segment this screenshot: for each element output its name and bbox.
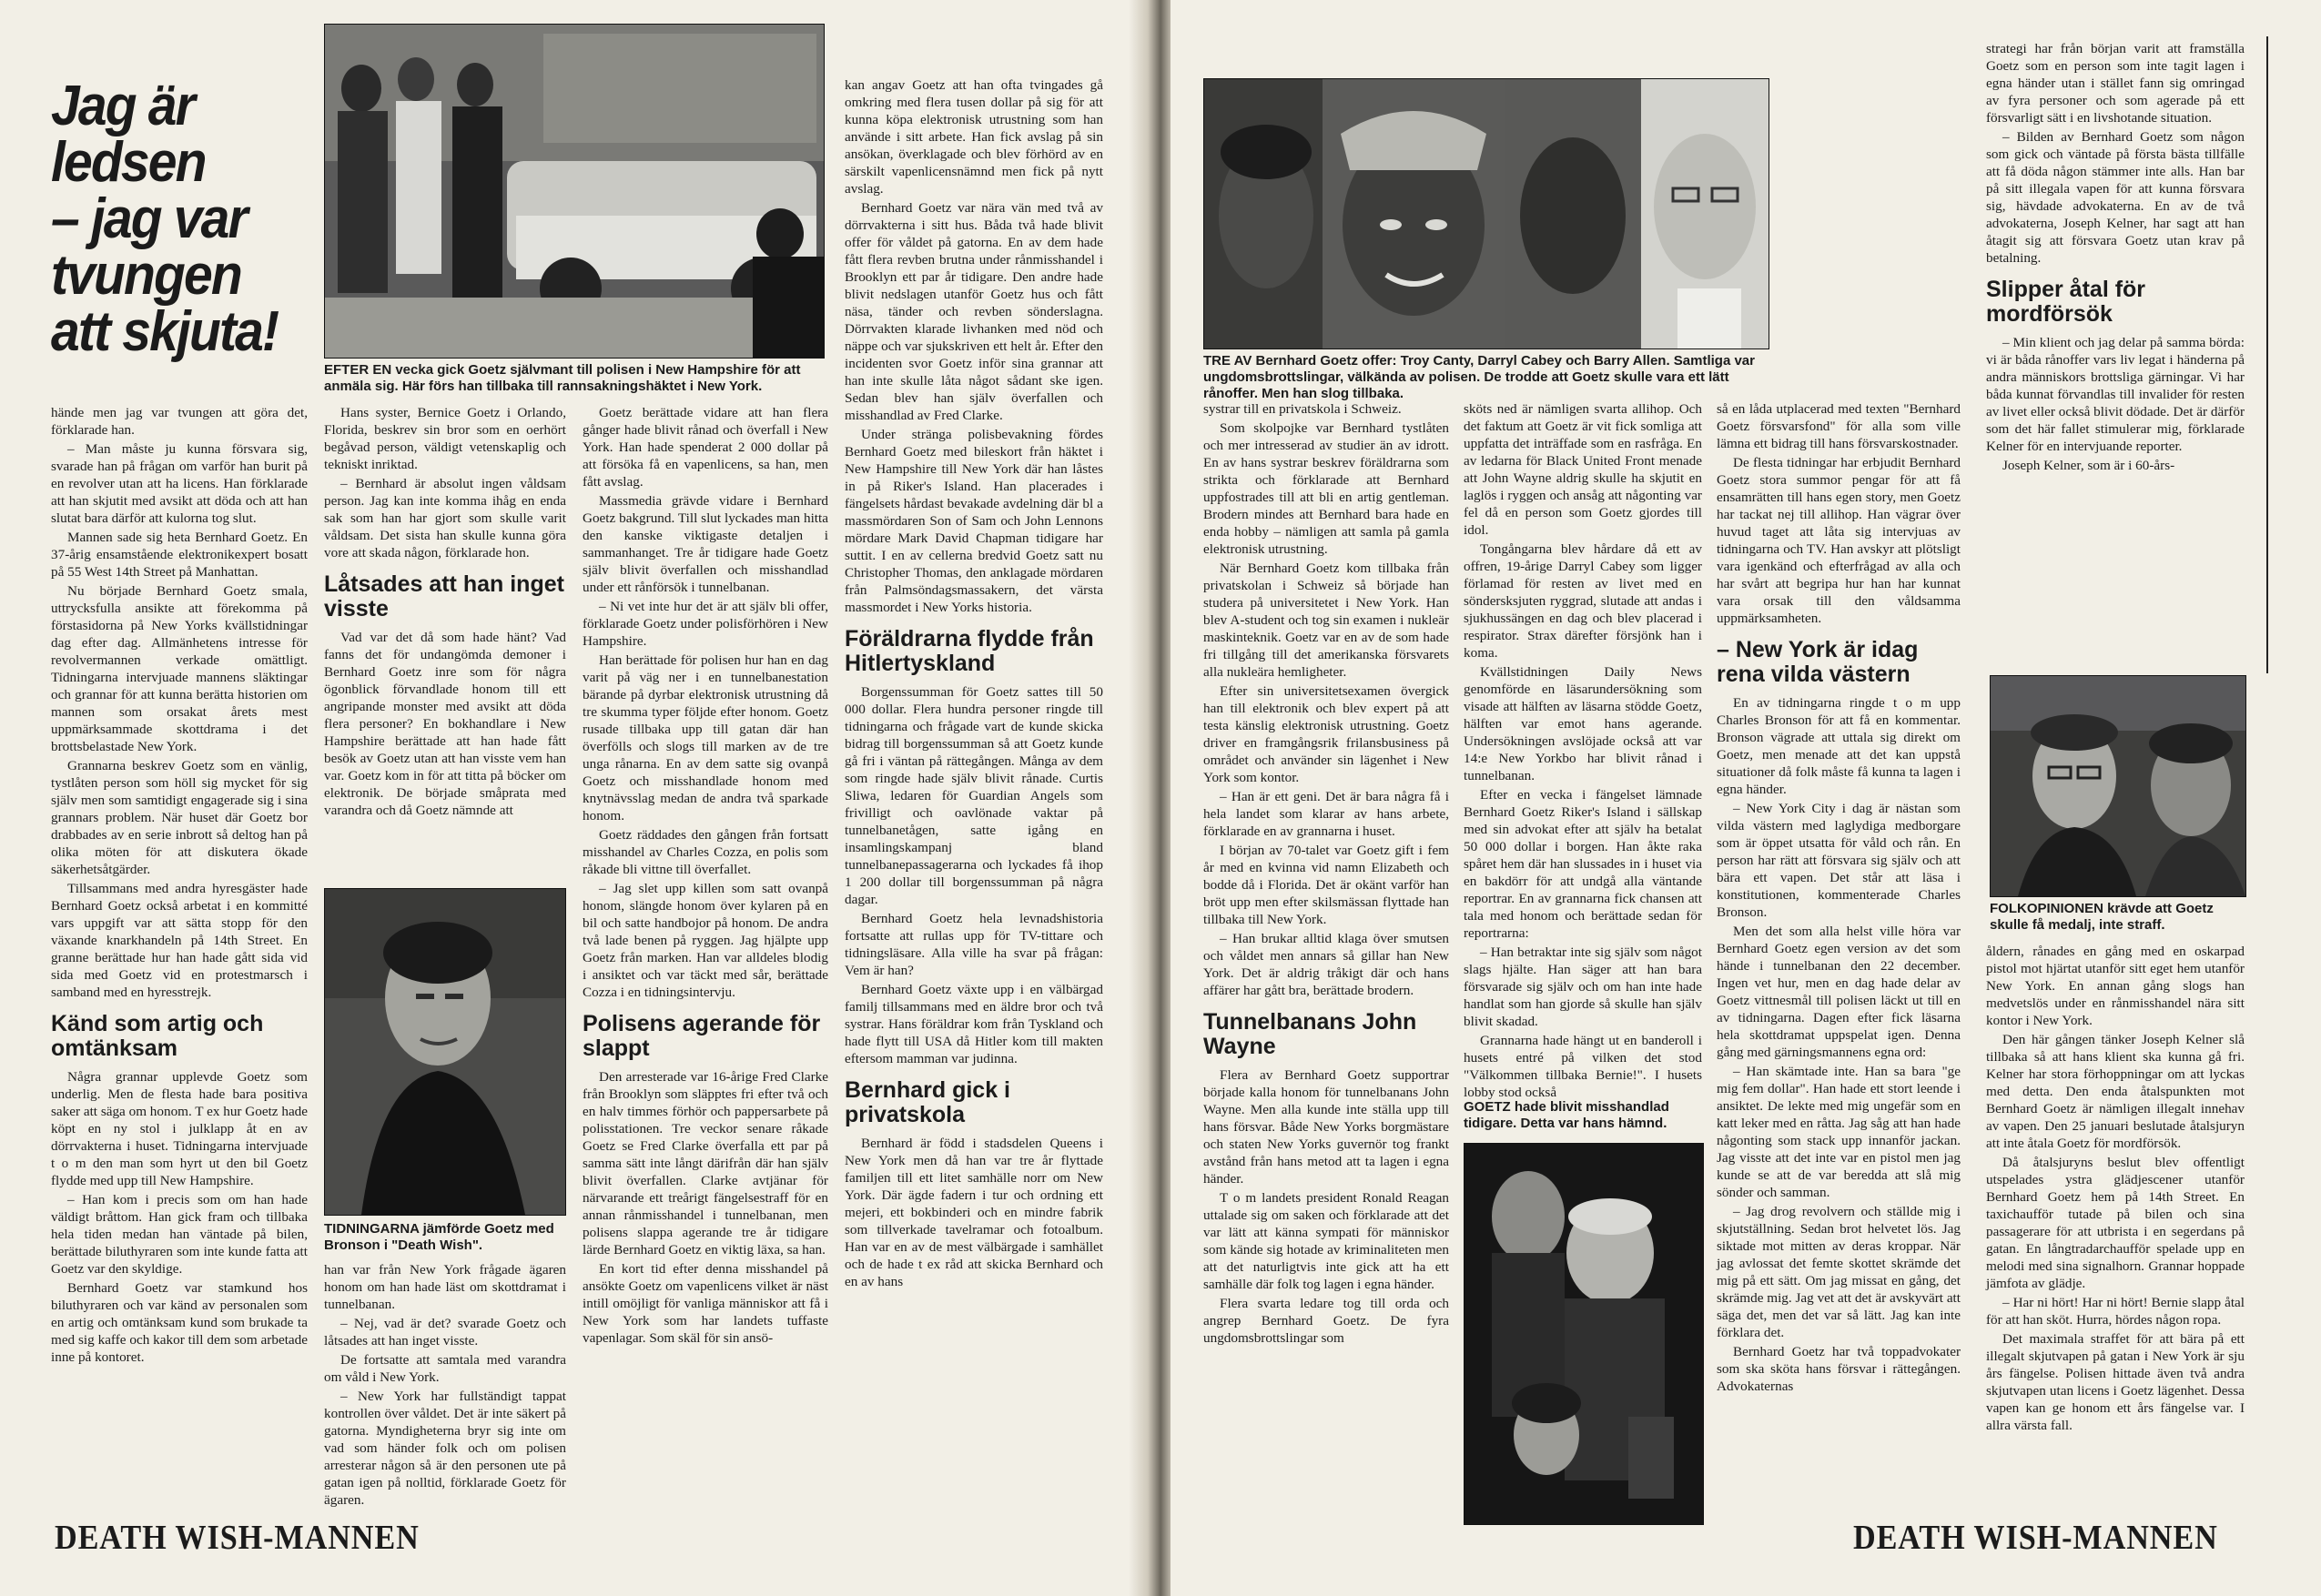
subheading: Känd som artig och omtänksam xyxy=(51,1011,264,1061)
paragraph: Som skolpojke var Bernhard tystlåten och mer intresserad av studier än av idrott. En av hans systrar beskrev föräldrarna som strikta och förklarade att Bernhard uppfostrades till att bli en artig gentleman. Brodern mindes att Bernhard bara hade en enda hobby – nämligen att samla på gamla elektronisk utrustning. xyxy=(1203,420,1449,557)
paragraph: De flesta tidningar har erbjudit Bernhard Goetz stora summor pengar för att få ensamrätten till hans egen story, men Goetz har tackat nej till allihop. Han vägrar över huvud taget att låta sig intervjuas av tidningarna och TV. Han avskyr att plötsligt vara igenkänd och efterfrågad av alla och har svårt att begripa hur han har kunnat vara orsak till den våldsamma uppmärksamheten. xyxy=(1717,455,1961,626)
headline-line: ledsen xyxy=(51,131,206,194)
column-rule xyxy=(2266,36,2268,673)
paragraph: En kort tid efter denna misshandel på ansökte Goetz om vapenlicens vilket är näst intill omöjligt för vanliga människor att få i New York som har landets tuffaste vapenlagar. Som skäl för sin ansö- xyxy=(583,1261,828,1346)
page-footer: DEATH WISH-MANNEN xyxy=(1853,1519,2218,1557)
bronson-photo xyxy=(324,888,566,1216)
subheading: Låtsades att han inget visste xyxy=(324,571,564,621)
paragraph: Kvällstidningen Daily News genomförde en läsarundersökning som visade att hälften av läsarna stödde Goetz, hälften var emot hans agerande. Undersökningen avslöjade också att var 14:e New Yorkbo har blivit rånad i tunnelbanan. xyxy=(1464,664,1702,783)
paragraph: Flera svarta ledare tog till orda och angrep Bernhard Goetz. De fyra ungdomsbrottslingar som xyxy=(1203,1296,1449,1346)
paragraph: kan angav Goetz att han ofta tvingades gå omkring med flera tusen dollar på sig för att kunna köpa elektronisk utrustning som han använde i sitt arbete. Han fick avslag på sin ansökan, överklagade och blev förhörd av en särskilt vapenlicensnämnd men fick på nytt avslag. xyxy=(845,77,1103,197)
paragraph: Vad var det då som hade hänt? Vad fanns det för undangömda demoner i Bernhard Goetz inre som för några ögonblick förvandlade honom till ett angripande monster med avsikt att döda flera personer? En bokhandlare i New Hampshire berättade att han hade fått besök av Goetz utan att han visste vem han var. Goetz kom in för att titta på böcker om elektronik. De började småprata med varandra och då Goetz nämnde att xyxy=(324,630,566,818)
paragraph: De fortsatte att samtala med varandra om våld i New York. xyxy=(324,1352,566,1385)
column-3 xyxy=(1717,400,1961,1529)
paragraph: – Min klient och jag delar på samma börda: vi är båda rånoffer vars liv legat i händerna på andra människors brottsliga gärningar. Vi har båda kunnat förvandlas till invalider för resten av livet eller också blivit dödade. Det är därför som det här fallet stimulerar mig, förklarade Kelner för en intervjuande reporter. xyxy=(1986,335,2245,454)
paragraph: Bernhard Goetz var stamkund hos biluthyraren och var känd av personalen som en artig och omtänksam kund som brukade ta med sig kaffe och kakor till dem som arbetade inne på kontoret. xyxy=(51,1280,308,1365)
column-1 xyxy=(1203,400,1449,1529)
courtroom-photo xyxy=(1464,1143,1704,1525)
paragraph: Då åtalsjuryns beslut blev offentligt utspelades ystra glädjescener utanför Bernhard Goetz hem på 14th Street. En taxichaufför tutade på bilen och sina passagerare för att utbrista i en segerdans på gatan. En långtradarchaufför spelade upp en melodi med sina signalhorn. Grannar hoppade jämfota av glädje. xyxy=(1986,1155,2245,1291)
paragraph: En av tidningarna ringde t o m upp Charles Bronson för att få en kommentar. Bronson vägrade att uttala sig direkt om Goetz, men menade att det kan uppstå situationer då folk måste få kunna ta lagen i egna händer. xyxy=(1717,695,1961,797)
headline-line: tvungen xyxy=(51,244,241,307)
column-4 xyxy=(1986,40,2245,668)
paragraph: – Han kom i precis som om han hade väldigt bråttom. Han gick fram och tillbaka hela tiden medan han väntade på bilen, berättade biluthyraren som inte kunde fatta att Goetz var den skyldige. xyxy=(51,1192,308,1277)
paragraph: Bernhard Goetz var nära vän med två av dörrvakterna i sitt hus. Båda två hade blivit offer för våldet på gatorna. En av dem hade fått flera revben brutna under rånmisshandel i Brooklyn ett par år tidigare. Den andre hade blivit nedslagen utanför Goetz hus och fått näsa, tänder och revben sönderslagna. Dörrvakten klarade livhanken med nöd och näppe och var sjukskriven ett helt år. Efter den incidenten svor Goetz inför sina grannar att han inte skulle låta något sådant ske igen. Sedan blev han själv överfallen och misshandlad av Fred Clarke. xyxy=(845,200,1103,423)
headline-line: Jag är xyxy=(51,75,195,137)
paragraph: hände men jag var tvungen att göra det, förklarade han. xyxy=(51,405,308,438)
column-3 xyxy=(583,404,828,1532)
paragraph: Massmedia grävde vidare i Bernhard Goetz bakgrund. Till slut lyckades man hitta den kanske viktigaste detaljen i sammanhanget. Tre år tidigare hade Goetz själv blivit överfallen och misshandlad under ett rånförsök i tunnelbanan. xyxy=(583,493,828,595)
paragraph: Flera av Bernhard Goetz supportrar började kalla honom för tunnelbanans John Wayne. Men alla kunde inte ställa upp till hans försvar. Både New Yorks borgmästare och staten New Yorks guvernör tog frankt avstånd från hans metod att ta lagen i egna händer. xyxy=(1203,1067,1449,1187)
goetz-photo-caption: FOLKOPINIONEN krävde att Goetz skulle få medalj, inte straff. xyxy=(1990,901,2214,933)
column-4 xyxy=(845,76,1103,1532)
paragraph: – New York har fullständigt tappat kontrollen över våldet. Det är inte säkert på gatorna. Myndigheterna bryr sig inte om vad som händer folk och om polisen arresterar någon så är den personen ute på gatan igen på nolltid, förklarade Goetz för ägaren. xyxy=(324,1389,566,1508)
paragraph: Hans syster, Bernice Goetz i Orlando, Florida, beskrev sin bror som en oerhört begåvad person, väldigt vetenskaplig och tekniskt inriktad. xyxy=(324,405,566,472)
column-2 xyxy=(324,404,566,868)
paragraph: Bernhard Goetz hela levnadshistoria fortsatte att rullas upp för TV-tittare och tidningsläsare. Alla ville ha svar på frågan: Vem är han? xyxy=(845,911,1103,978)
subheading: Bernhard gick i privatskola xyxy=(845,1077,1010,1127)
paragraph: Goetz räddades den gången från fortsatt misshandel av Charles Cozza, en polis som råkade bli vittne till överfallet. xyxy=(583,827,828,877)
paragraph: Bernhard Goetz har två toppadvokater som ska sköta hans försvar i rättegången. Advokaternas xyxy=(1717,1344,1961,1394)
paragraph: Grannarna hade hängt ut en banderoll i husets entré på vilken det stod "Välkommen tillbaka Bernie!". I husets lobby stod också xyxy=(1464,1033,1702,1100)
headline xyxy=(51,75,315,363)
paragraph: Bernhard är född i stadsdelen Queens i New York men då han var tre år flyttade familjen till ett litet samhälle norr om New York. Där ägde fadern i tur och ordning ett mejeri, ett bokbinderi och en mindre fabrik som tillverkade tavelramar och fotoalbum. Han var en av de mest välbärgade i samhället och de hade t ex råd att skicka Bernhard och en av hans xyxy=(845,1136,1103,1289)
paragraph: – Bernhard är absolut ingen våldsam person. Jag kan inte komma ihåg en enda sak som han har gjort som skulle varit våldsam. Det sista han skulle kunna göra vore att skada någon, förklarade hon. xyxy=(324,476,566,561)
paragraph: Tillsammans med andra hyresgäster hade Bernhard Goetz också arbetat i en kommitté vars uppgift var att sätta stopp för den växande knarkhandeln på 14th Street. En granne berättade hur han hade gått sida vid sida med Goetz vid en protestmarsch i samband med en hyresstrejk. xyxy=(51,881,308,1000)
paragraph: systrar till en privatskola i Schweiz. xyxy=(1203,401,1402,417)
paragraph: – Jag slet upp killen som satt ovanpå honom, slängde honom över kylaren på en bil och satte handbojor på honom. De andra två lade benen på ryggen. Jag hjälpte upp Goetz från marken. Han var alldeles blodig i ansiktet och var täckt med sår, berättade Cozza i en tidningsintervju. xyxy=(583,881,828,1000)
bronson-photo-caption: TIDNINGARNA jämförde Goetz med Bronson i "Death Wish". xyxy=(324,1221,554,1253)
right-page xyxy=(1171,0,2321,1596)
paragraph: – Man måste ju kunna försvara sig, svarade han på frågan om varför han burit på en revolver utan att ha licens. Han förklarade att han skjutit med avsikt att döda och att han slutat bara därför att kulorna tog slut. xyxy=(51,441,308,526)
column-2 xyxy=(1464,400,1702,1100)
paragraph: så en låda utplacerad med texten "Bernhard Goetz försvarsfond" för alla som ville lämna ett bidrag till hans försvarskostnader. xyxy=(1717,401,1961,451)
victims-photo xyxy=(1203,78,1769,349)
paragraph: Nu började Bernhard Goetz smala, uttrycksfulla ansikte att förekomma på förstasidorna på New Yorks kvällstidningar dag efter dag. Allmänhetens intresse för revolvermannen verkade omättligt. Tidningarna intervjuade mannens släktingar och grannar för att kunna berätta historien om mannen som orsakat årets mest uppmärksammade skottdrama i det brottsbelastade New York. xyxy=(51,583,308,754)
paragraph: Borgenssumman för Goetz sattes till 50 000 dollar. Flera hundra personer ringde till tidningarna och frågade vart de kunde skicka bidrag till borgenssumman så att Goetz kunde gå fri i väntan på rättegången. Många av dem som ringde hade själv blivit rånade. Curtis Sliwa, ledaren för Guardian Angels som frivilligt och oavlönade vaktar på tunnelbanetågen, satte igång en insamlingskampanj bland tunnelbanepassagerarna och lyckades få ihop 1 200 dollar till borgenssumman på några dagar. xyxy=(845,684,1103,907)
paragraph: – Nej, vad är det? svarade Goetz och låtsades att han inget visste. xyxy=(324,1316,566,1349)
left-page xyxy=(0,0,1149,1596)
paragraph: – New York City i dag är nästan som vilda västern med laglydiga medborgare som är öppet utsatta för våld och rån. En person har rätt att försvara sig själv och att bära ett vapen. Det står att läsa i konstitutionen, kommenterade Charles Bronson. xyxy=(1717,801,1961,920)
paragraph: I början av 70-talet var Goetz gift i fem år med en kvinna vid namn Elizabeth och bodde då i Florida. Det är okänt varför han bröt upp men efter skilsmässan flyttade han tillbaka till New York. xyxy=(1203,843,1449,927)
paragraph: – Han är ett geni. Det är bara några få i hela landet som klarar av hans arbete, förklarade en av grannarna i huset. xyxy=(1203,789,1449,839)
paragraph: Det maximala straffet för att bära på ett illegalt skjutvapen på gatan i New York är sju års fängelse. Polisen hittade även två andra skjutvapen utan licens i Goetz lägenhet. Dessa vapen kan ge honom ett års fängelse var. I allra värsta fall. xyxy=(1986,1331,2245,1433)
paragraph: Tongångarna blev hårdare då ett av offren, 19-årige Darryl Cabey som ligger förlamad för resten av livet med en söndersksjuten ryggrad, slutade att andas i sjukhussängen en dag och blev placerad i respirator. Strax därefter försjönk han i koma. xyxy=(1464,541,1702,661)
paragraph: Några grannar upplevde Goetz som underlig. Men de flesta hade bara positiva saker att säga om honom. T ex hur Goetz hade köpt en ny stol i julklapp åt en av dörrvakterna i huset. Tidningarna intervjuade t o m den man som hyrt ut den bil Goetz flydde med upp till New Hampshire. xyxy=(51,1069,309,1188)
column-4-continued xyxy=(1986,943,2245,1489)
paragraph: åldern, rånades en gång med en oskarpad pistol mot hjärtat utanför sitt eget hem utanför New York. En annan gång slogs han medvetslös under en rånmisshandel nära sitt kontor i New York. xyxy=(1986,944,2245,1028)
paragraph: Under stränga polisbevakning fördes Bernhard Goetz med bileskort från häktet i New Hampshire till New York där han låstes in på Riker's Island. Han placerades i fängelsets hårdast bevakade avdelning där bl a massmördaren Son of Sam och John Lennons mördare Mark David Chapman tidigare har suttit. I en av cellerna bredvid Goetz satt nu Christopher Thomas, den anklagade mördaren från Palmsöndagsmassakern, det värsta massmordet i New Yorks historia. xyxy=(845,427,1103,615)
page-footer: DEATH WISH-MANNEN xyxy=(55,1519,420,1557)
paragraph: Den här gången tänker Joseph Kelner slå tillbaka så att hans klient ska kunna gå fri. Kelner har stora förhoppningar om att lyckas med detta. Den enda åtalspunkten mot Bernhard Goetz är nämligen illegalt innehav av vapen. Den 25 januari beslutade åtalsjuryn att inte åtala Goetz för mordförsök. xyxy=(1986,1032,2245,1151)
subheading: Polisens agerande för slappt xyxy=(583,1011,821,1061)
paragraph: strategi har från början varit att framställa Goetz som en person som inte tagit lagen i egna händer utan i stället fann sig omringad av fyra personer och som agerade på ett försvarligt sätt i en livshotande situation. xyxy=(1986,41,2245,126)
paragraph: Goetz berättade vidare att han flera gånger hade blivit rånad och överfall i New York. Han hade spenderat 2 000 dollar på att försöka få en vapenlicens, sa han, men fått avslag. xyxy=(583,405,828,490)
column-1 xyxy=(51,404,308,1421)
subheading: – New York är idag rena vilda västern xyxy=(1717,637,1919,687)
subheading: Tunnelbanans John Wayne xyxy=(1203,1009,1417,1059)
paragraph: Bernhard Goetz växte upp i en välbärgad familj tillsammans med en äldre bror och två systrar. Hans föräldrar kom från Tyskland och hade flytt till USA då Hitler kom till makten eftersom mamman var judinna. xyxy=(845,982,1103,1066)
paragraph: Grannarna beskrev Goetz som en vänlig, tystlåten person som höll sig mycket för sig själv men som samtidigt engagerade sig i sina grannars problem. När huset där Goetz bor drabbades av en serie inbrott så deltog han på olika möten för att diskutera ökade säkerhetsåtgärder. xyxy=(51,758,308,877)
paragraph: Den arresterade var 16-årige Fred Clarke från Brooklyn som släpptes fri efter två och en halv timmes förhör och pappersarbete på polisstationen. Tre veckor senare råkade Goetz se Fred Clarke överfalla ett par på samma sätt inte långt därifrån där han själv blivit överfallen. Clarke avtjänar för närvarande ett treårigt fängelsestraff för en annan rånmisshandel i tunnelbanan, men polisens slappa agerande tre år tidigare lärde Bernhard Goetz en viktig läxa, sa han. xyxy=(583,1069,828,1258)
paragraph: han var från New York frågade ägaren honom om han hade läst om skottdramat i tunnelbanan. xyxy=(324,1262,566,1312)
paragraph: T o m landets president Ronald Reagan uttalade sig om saken och förklarade att det var lätt att känna sympati för människor som kände sig hotade av kriminaliteten men att det naturligtvis inte gick att ha ett samhälle där folk tog lagen i egna händer. xyxy=(1203,1190,1449,1292)
subheading: Slipper åtal för mordförsök xyxy=(1986,277,2146,327)
paragraph: Men det som alla helst ville höra var Bernhard Goetz egen version av det som hände i tunnelbanan den 22 december. Ingen vet hur, men en dag hade delar av Goetz vittnesmål till polisen läckt ut till en av tidningarna. Dagen efter fick läsarna hela skottdramat uppspelat igen. Denna gång med gärningsmannens egna ord: xyxy=(1717,924,1961,1060)
courtroom-photo-caption: GOETZ hade blivit misshandlad tidigare. Detta var hans hämnd. xyxy=(1464,1099,1669,1131)
paragraph: – Han brukar alltid klaga över smutsen och våldet men annars så gillar han New York. Det är aldrig tråkigt där och hans affärer har gått bra, berättade brodern. xyxy=(1203,931,1449,998)
paragraph: Efter sin universitetsexamen övergick han till elektronik och blev expert på att testa känslig elektronisk utrustning. Goetz driver en framgångsrik frilansbusiness på området och använder sin lägenhet i New York som kontor. xyxy=(1203,683,1449,785)
paragraph: – Jag drog revolvern och ställde mig i skjutställning. Sedan brot helvetet lös. Jag siktade mot mitten av deras kroppar. När jag avlossat det femte skottet skrämde det mig på ett sätt. Om jag missat en gång, det skrämde mig. Jag vet att det är avskyvärt att säga det, men det var så lätt. Jag kan inte förklara det. xyxy=(1717,1204,1961,1340)
victims-photo-caption: TRE AV Bernhard Goetz offer: Troy Canty, Darryl Cabey och Barry Allen. Samtliga var ungdomsbrottslingar, välkända av polisen. De trodde att Goetz skulle vara ett lätt rånoffer. Men han slog tillbaka. xyxy=(1203,353,1755,401)
paragraph: Joseph Kelner, som är i 60-års- xyxy=(2002,458,2175,473)
headline-line: – jag var xyxy=(51,187,247,250)
arrest-photo-caption: EFTER EN vecka gick Goetz självmant till polisen i New Hampshire för att anmäla sig. Här förs han tillbaka till rannsakningshäktet i New York. xyxy=(324,362,801,394)
paragraph: När Bernhard Goetz kom tillbaka från privatskolan i Schweiz så började han studera på universitetet i New York. Han blev A-student och tog sin examen i nukleär maskinteknik. Goetz var en av de som hade fri tillgång till det amerikanska försvarets alla nukleära hemligheter. xyxy=(1203,561,1449,680)
column-2-continued xyxy=(324,1261,566,1525)
arrest-photo xyxy=(324,24,825,359)
paragraph: – Ni vet inte hur det är att själv bli offer, förklarade Goetz under polisförhören i New Hampshire. xyxy=(583,599,828,649)
paragraph: – Har ni hört! Har ni hört! Bernie slapp åtal för att han sköt. Hurra, hördes någon ropa. xyxy=(1986,1295,2245,1328)
headline-line: att skjuta! xyxy=(51,300,279,363)
paragraph: – Han skämtade inte. Han sa bara "ge mig fem dollar". Han hade ett stort leende i ansiktet. De lekte med mig ungefär som en katt leker med en råtta. Jag såg att han hade någonting som stack upp innanför jackan. Jag visste att det inte var en pistol men jag kunde se att de var beredda att slå mig sönder och samman. xyxy=(1717,1064,1961,1200)
goetz-photo xyxy=(1990,675,2246,897)
subheading: Föräldrarna flydde från Hitlertyskland xyxy=(845,626,1094,676)
paragraph: Han berättade för polisen hur han en dag varit på väg ner i en tunnelbanestation bärande på dyrbar elektronisk utrustning då tre skumma typer följde efter honom. Goetz rusade tillbaka upp till gatan där han överfölls och slogs till marken av de tre unga rånarna. En av dem satte sig ovanpå Goetz och misshandlade honom med knytnävsslag medan de andra två sparkade honom. xyxy=(583,652,828,823)
paragraph: – Bilden av Bernhard Goetz som någon som gick och väntade på första bästa tillfälle att få döda någon stämmer inte alls. Han bar på sitt illegala vapen för att kunna försvara sig, hävdade advokaterna. En av de två advokaterna, Joseph Kelner, har sagt att han åtagit sig att försvara Goetz utan krav på betalning. xyxy=(1986,129,2245,266)
paragraph: – Han betraktar inte sig själv som något slags hjälte. Han säger att han bara försvarade sig själv och om han inte hade handlat som han gjorde så skulle han själv blivit skadad. xyxy=(1464,944,1702,1029)
paragraph: Mannen sade sig heta Bernhard Goetz. En 37-årig ensamstående elektronikexpert bosatt på 55 West 14th Street på Manhattan. xyxy=(51,530,308,580)
paragraph: Efter en vecka i fängelset lämnade Bernhard Goetz Riker's Island i sällskap med sin advokat efter att själv ha betalat 50 000 dollar i borgen. Han åkte raka spåret hem där han slussades in i huset via en bakdörr för att undgå alla väntande reportrar. En av grannarna fick chansen att tala med honom och berättade sedan för reportrarna: xyxy=(1464,787,1702,941)
paragraph: sköts ned är nämligen svarta allihop. Och det faktum att Goetz är vit fick somliga att uppfatta det inträffade som en rasfråga. En av ledarna för Black United Front menade att John Wayne aldrig skulle ha skjutit en laglös i ryggen och ansåg att någonting var fel då en person som Goetz gjordes till idol. xyxy=(1464,401,1702,538)
